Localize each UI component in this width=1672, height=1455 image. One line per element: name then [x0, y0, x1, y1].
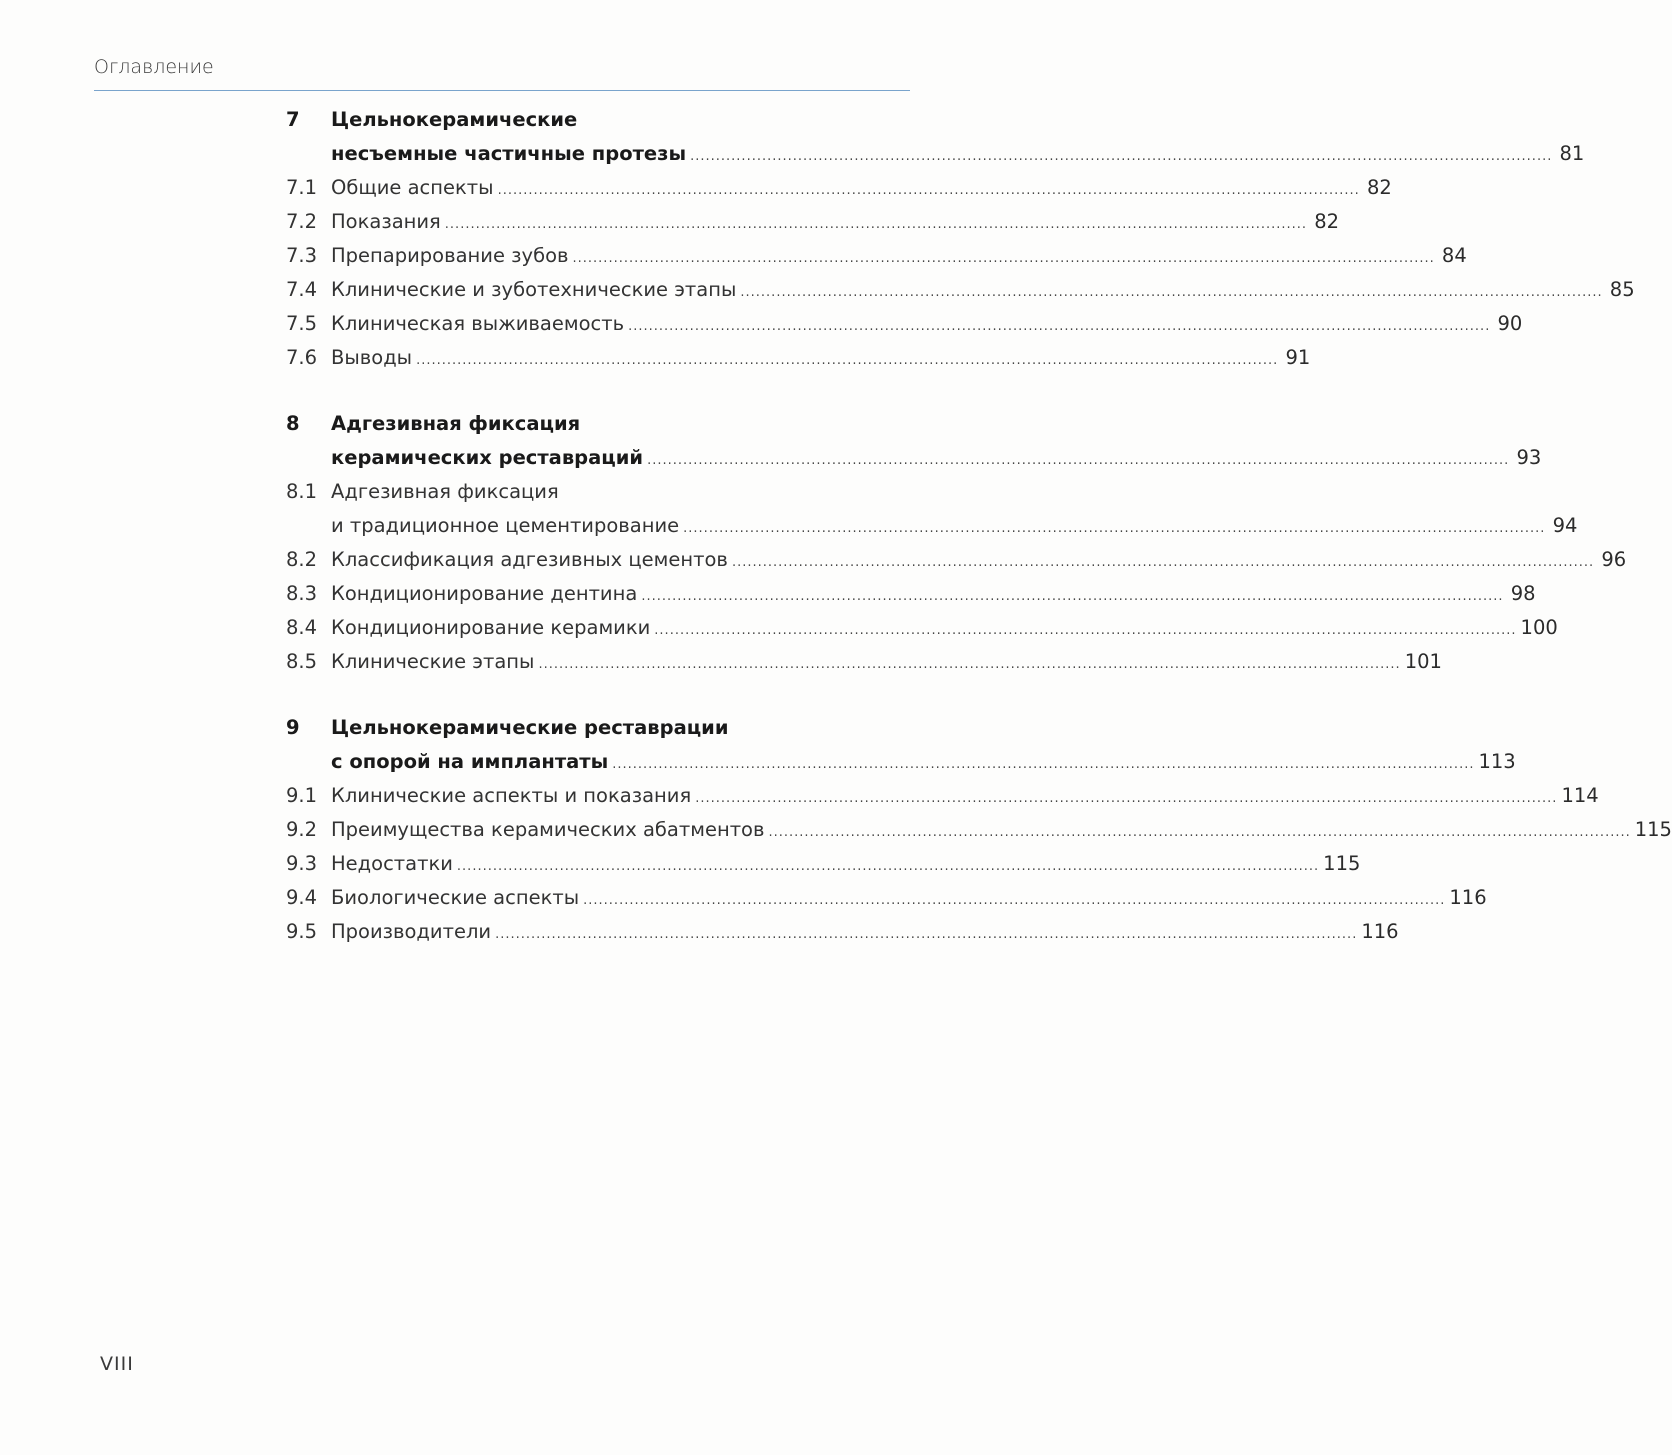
dot-leader	[457, 850, 1319, 884]
folio-page-number: VIII	[100, 1353, 134, 1375]
page-number: 116	[1361, 920, 1399, 943]
chapter-heading-continued[interactable]	[286, 441, 1542, 475]
toc-entry[interactable]	[286, 881, 1487, 915]
page-number: 84	[1441, 244, 1467, 267]
page-number: 96	[1601, 548, 1627, 571]
section-number: 7.5	[286, 312, 318, 335]
chapter-title: с опорой на имплантаты	[331, 750, 609, 773]
page-number: 115	[1634, 818, 1672, 841]
page-number: 116	[1449, 886, 1487, 909]
page-number: 82	[1314, 210, 1340, 233]
toc-entry[interactable]	[286, 307, 1523, 341]
page-number: 91	[1285, 346, 1311, 369]
section-title: и традиционное цементирование	[331, 514, 680, 537]
page-number: 94	[1552, 514, 1578, 537]
dot-leader	[445, 208, 1307, 242]
dot-leader	[740, 276, 1602, 310]
section-title: Выводы	[331, 346, 413, 369]
section-number: 9.2	[286, 818, 318, 841]
toc-entry-continued[interactable]	[286, 509, 1578, 543]
page-number: 81	[1559, 142, 1585, 165]
section-title: Классификация адгезивных цементов	[331, 548, 728, 571]
page-number: 115	[1323, 852, 1361, 875]
page-number: 93	[1516, 446, 1542, 469]
section-number: 9.4	[286, 886, 318, 909]
page-number: 98	[1510, 582, 1536, 605]
section-title: Клинические аспекты и показания	[331, 784, 692, 807]
table-of-contents	[286, 103, 1672, 981]
chapter-title: керамических реставраций	[331, 446, 644, 469]
dot-leader	[628, 310, 1490, 344]
page-number: 113	[1478, 750, 1516, 773]
chapter-heading-continued[interactable]	[286, 745, 1516, 779]
toc-entry[interactable]	[286, 239, 1467, 273]
dot-leader	[583, 884, 1445, 918]
toc-entry[interactable]	[286, 543, 1627, 577]
section-title: Препарирование зубов	[331, 244, 569, 267]
chapter-number: 9	[286, 716, 300, 739]
section-number: 8.2	[286, 548, 318, 571]
chapter-title: Адгезивная фиксация	[331, 412, 581, 435]
dot-leader	[495, 918, 1357, 952]
chapter-title: Цельнокерамические реставрации	[331, 716, 729, 739]
section-number: 9.3	[286, 852, 318, 875]
section-number: 7.1	[286, 176, 318, 199]
toc-entry[interactable]	[286, 645, 1442, 679]
dot-leader	[769, 816, 1631, 850]
dot-leader	[498, 174, 1360, 208]
chapter-heading-continued[interactable]	[286, 137, 1585, 171]
chapter-9	[286, 711, 1672, 949]
toc-entry[interactable]	[286, 577, 1536, 611]
dot-leader	[641, 580, 1503, 614]
page-number: 114	[1561, 784, 1599, 807]
chapter-7	[286, 103, 1635, 375]
toc-entry[interactable]	[286, 813, 1672, 847]
dot-leader	[612, 748, 1474, 782]
toc-entry[interactable]	[286, 779, 1599, 813]
section-title: Адгезивная фиксация	[331, 480, 559, 503]
dot-leader	[416, 344, 1278, 378]
section-number: 7.3	[286, 244, 318, 267]
section-title: Кондиционирование дентина	[331, 582, 638, 605]
section-number: 8.4	[286, 616, 318, 639]
section-number: 7.2	[286, 210, 318, 233]
section-title: Клинические и зуботехнические этапы	[331, 278, 737, 301]
page-number: 101	[1404, 650, 1442, 673]
section-number: 8.3	[286, 582, 318, 605]
section-number: 8.5	[286, 650, 318, 673]
toc-entry[interactable]	[286, 847, 1361, 881]
page-number: 90	[1497, 312, 1523, 335]
chapter-heading[interactable]	[286, 407, 870, 441]
chapter-8	[286, 407, 1627, 679]
chapter-heading[interactable]	[286, 103, 870, 137]
dot-leader	[690, 140, 1552, 174]
toc-entry[interactable]	[286, 341, 1311, 375]
dot-leader	[732, 546, 1594, 580]
section-title: Клинические этапы	[331, 650, 535, 673]
section-title: Недостатки	[331, 852, 453, 875]
dot-leader	[573, 242, 1435, 276]
chapter-number: 8	[286, 412, 300, 435]
dot-leader	[695, 782, 1557, 816]
section-title: Производители	[331, 920, 492, 943]
dot-leader	[647, 444, 1509, 478]
toc-entry[interactable]	[286, 915, 1399, 949]
section-title: Биологические аспекты	[331, 886, 580, 909]
section-number: 9.1	[286, 784, 318, 807]
dot-leader	[654, 614, 1516, 648]
toc-entry[interactable]	[286, 611, 1558, 645]
toc-entry[interactable]	[286, 475, 870, 509]
section-title: Показания	[331, 210, 441, 233]
dot-leader	[538, 648, 1400, 682]
toc-entry[interactable]	[286, 171, 1392, 205]
section-title: Кондиционирование керамики	[331, 616, 651, 639]
chapter-heading[interactable]	[286, 711, 870, 745]
chapter-number: 7	[286, 108, 300, 131]
section-number: 9.5	[286, 920, 318, 943]
chapter-title: Цельнокерамические	[331, 108, 578, 131]
dot-leader	[683, 512, 1545, 546]
section-title: Преимущества керамических абатментов	[331, 818, 765, 841]
toc-entry[interactable]	[286, 205, 1340, 239]
running-header: Оглавление	[94, 56, 214, 78]
page-number: 85	[1609, 278, 1635, 301]
toc-entry[interactable]	[286, 273, 1635, 307]
section-number: 7.4	[286, 278, 318, 301]
section-number: 7.6	[286, 346, 318, 369]
page-number: 100	[1520, 616, 1558, 639]
header-rule	[94, 90, 910, 91]
chapter-title: несъемные частичные протезы	[331, 142, 687, 165]
page-number: 82	[1366, 176, 1392, 199]
section-title: Общие аспекты	[331, 176, 494, 199]
section-title: Клиническая выживаемость	[331, 312, 625, 335]
section-number: 8.1	[286, 480, 318, 503]
